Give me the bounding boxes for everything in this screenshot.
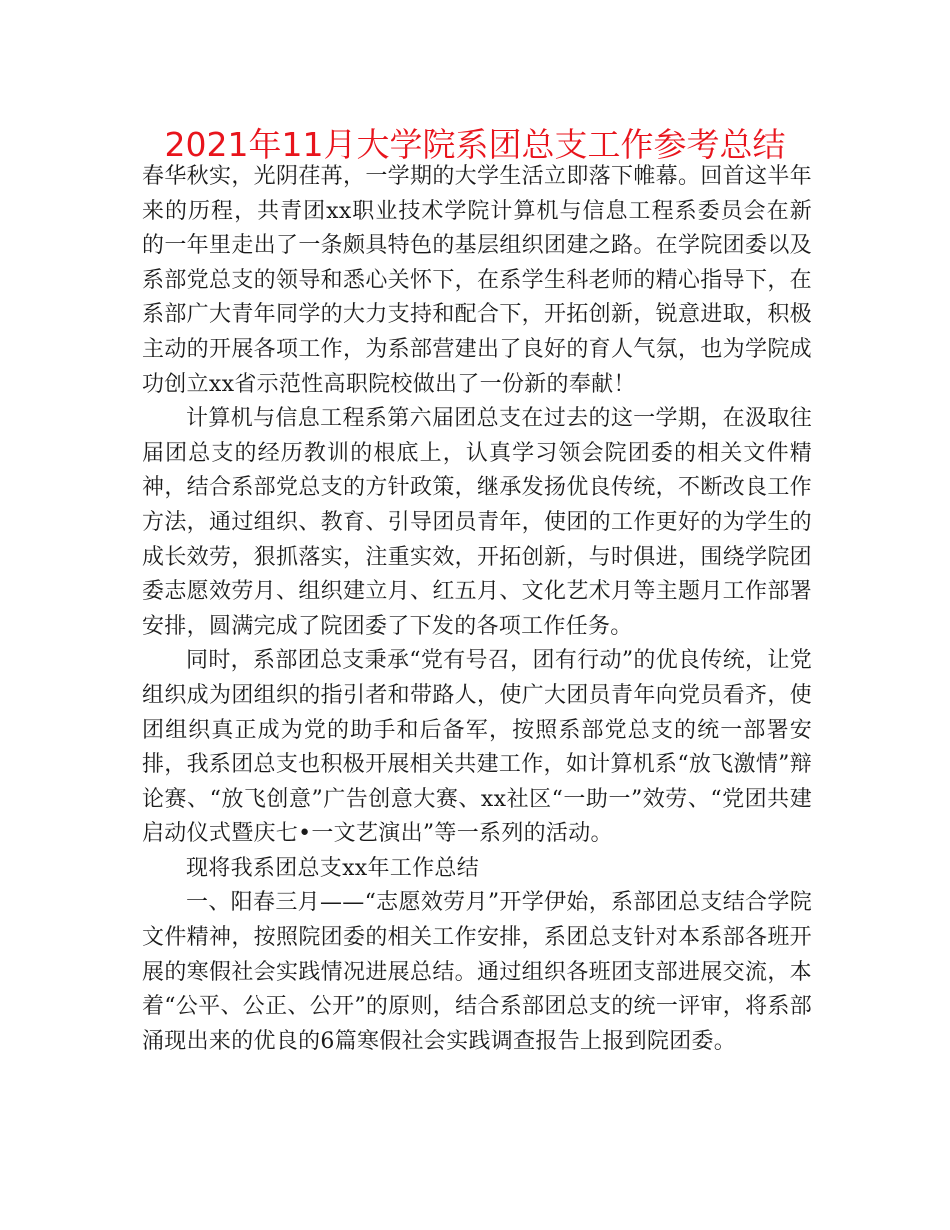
paragraph-intro: 春华秋实，光阴荏苒，一学期的大学生活立即落下帷幕。回首这半年来的历程，共青团xx职业技术学院计算机与信息工程系委员会在新的一年里走出了一条颇具特色的基层组织团建之路。在学院团委以及系部党总支的领导和悉心关怀下，在系学生科老师的精心指导下，在系部广大青年同学的大力支持和配合下，开拓创新，锐意进取，积极主动的开展各项工作，为系部营建出了良好的育人气氛，也为学院成功创立xx省示范性高职院校做出了一份新的奉献！ (142, 164, 812, 397)
paragraph-party-building: 同时，系部团总支秉承“党有号召，团有行动”的优良传统，让党组织成为团组织的指引者和带路人，使广大团员青年向党员看齐，使团组织真正成为党的助手和后备军，按照系部党总支的统一部署安排，我系团总支也积极开展相关共建工作，如计算机系“放飞激情”辩论赛、“放飞创意”广告创意大赛、xx社区“一助一”效劳、“党团共建启动仪式暨庆七•一文艺演出”等一系列的活动。 (142, 648, 812, 847)
document-title: 2021年11月大学院系团总支工作参考总结 (164, 125, 786, 164)
document-body (142, 160, 812, 1059)
paragraph-work-review: 计算机与信息工程系第六届团总支在过去的这一学期，在汲取往届团总支的经历教训的根底上，认真学习领会院团委的相关文件精神，结合系部党总支的方针政策，继承发扬优良传统，不断改良工作方法，通过组织、教育、引导团员青年，使团的工作更好的为学生的成长效劳，狠抓落实，注重实效，开拓创新，与时俱进，围绕学院团委志愿效劳月、组织建立月、红五月、文化艺术月等主题月工作部署安排，圆满完成了院团委了下发的各项工作任务。 (142, 406, 812, 639)
paragraph-summary-lead: 现将我系团总支xx年工作总结 (186, 855, 480, 881)
paragraph-section-one: 一、阳春三月——“志愿效劳月”开学伊始，系部团总支结合学院文件精神，按照院团委的相关工作安排，系团总支针对本系部各班开展的寒假社会实践情况进展总结。通过组织各班团支部进展交流，本着“公平、公正、公开”的原则，结合系部团总支的统一评审，将系部涌现出来的优良的6篇寒假社会实践调查报告上报到院团委。 (142, 890, 812, 1054)
